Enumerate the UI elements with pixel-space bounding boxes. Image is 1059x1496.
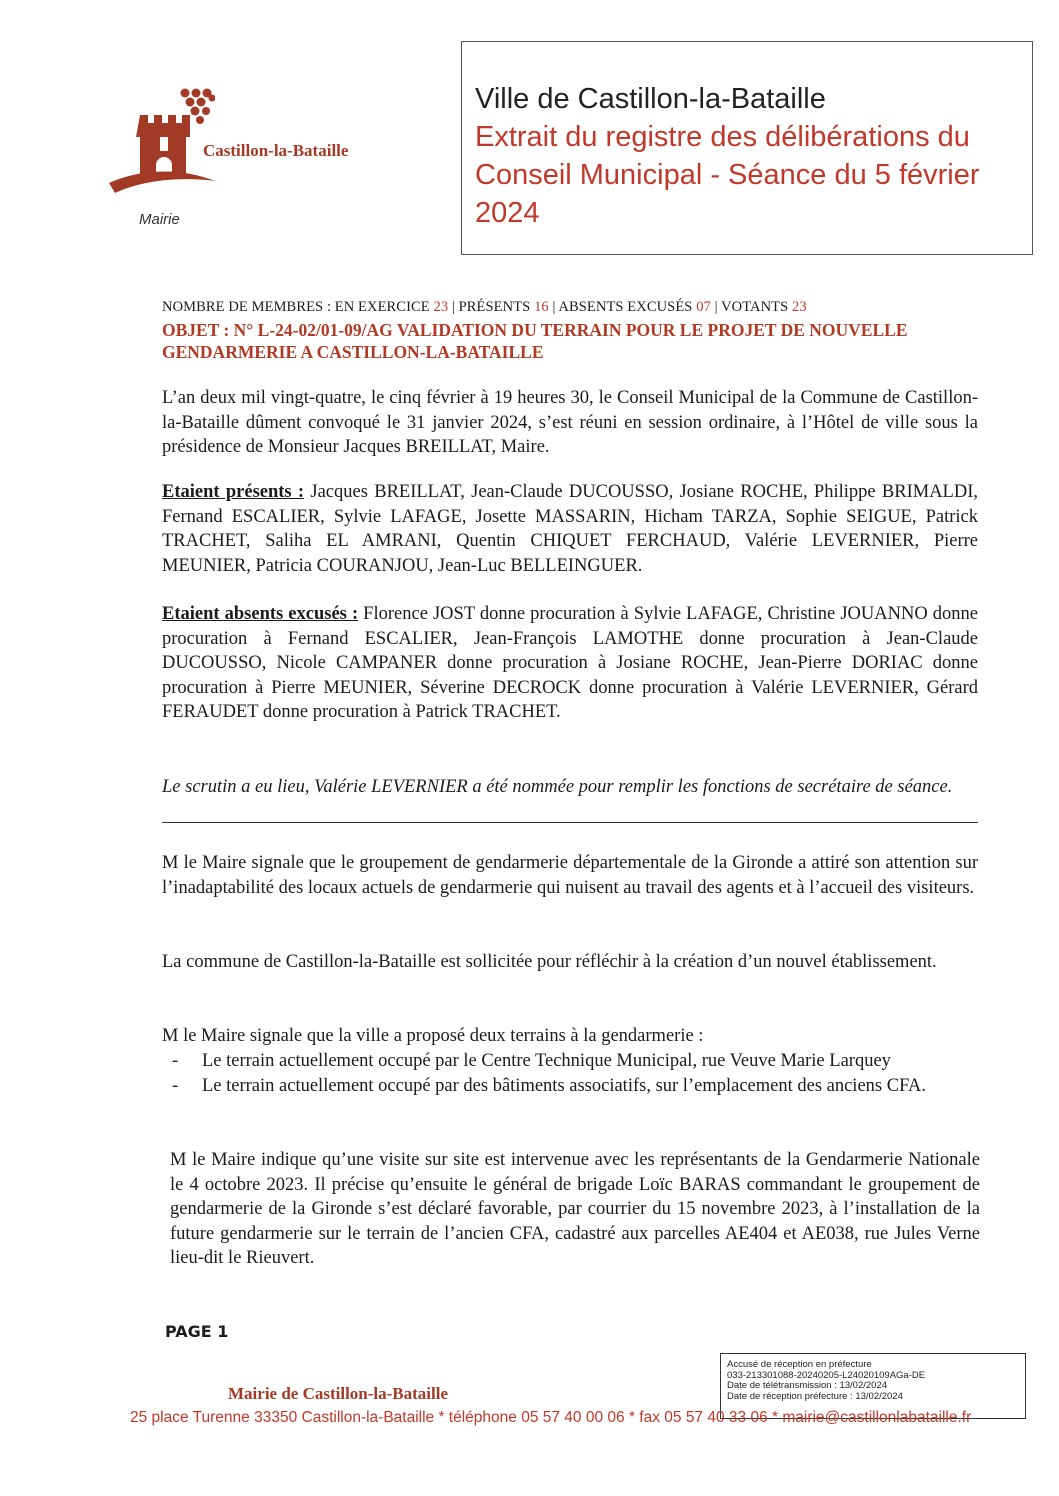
section-divider [162, 822, 978, 823]
presents-paragraph [162, 480, 978, 578]
members-presents: 16 [534, 299, 549, 315]
absents-paragraph [162, 602, 978, 725]
presents-label: Etaient présents : [162, 482, 305, 502]
scrutin-paragraph: Le scrutin a eu lieu, Valérie LEVERNIER a été nommée pour remplir les fonctions de secrétaire de séance. [162, 777, 953, 797]
paragraph-commune-solicited: La commune de Castillon-la-Bataille est sollicitée pour réfléchir à la création d’un nouvel établissement. [162, 952, 937, 972]
logo-text: Castillon-la-Bataille [203, 141, 349, 160]
document-title: Extrait du registre des délibérations du Conseil Municipal - Séance du 5 février 2024 [475, 121, 980, 229]
logo-subtitle: Mairie [139, 211, 180, 228]
members-prefix: NOMBRE DE MEMBRES : EN EXERCICE [162, 299, 434, 315]
stamp-line: Date de télétransmission : 13/02/2024 [727, 1380, 888, 1391]
footer-address: 25 place Turenne 33350 Castillon-la-Bataille * téléphone 05 57 40 00 06 * fax 05 57 40 33 06 * mairie@castillonlabataille.fr [130, 1409, 972, 1426]
intro-paragraph: L’an deux mil vingt-quatre, le cinq février à 19 heures 30, le Conseil Municipal de la Commune de Castillon-la-Bataille dûment convoqué le 31 janvier 2024, s’est réuni en session ordinaire, à l’Hôtel de ville sous la présidence de Monsieur Jacques BREILLAT, Maire. [162, 388, 978, 458]
members-en-exercice: 23 [433, 299, 449, 315]
members-count-line [162, 299, 807, 316]
page-number: PAGE 1 [165, 1322, 229, 1341]
footer-title: Mairie de Castillon-la-Bataille [228, 1384, 449, 1403]
paragraph-terrains-proposed: M le Maire signale que la ville a proposé deux terrains à la gendarmerie : [162, 1026, 704, 1046]
list-item-text: Le terrain actuellement occupé par des bâtiments associatifs, sur l’emplacement des anciens CFA. [202, 1076, 926, 1096]
stamp-line: Date de réception préfecture : 13/02/2024 [727, 1390, 903, 1402]
members-absents-label: | ABSENTS EXCUSÉS [548, 299, 697, 315]
deliberation-subject: OBJET : N° L-24-02/01-09/AG VALIDATION DU TERRAIN POUR LE PROJET DE NOUVELLE GENDARMERIE A CASTILLON-LA-BATAILLE [162, 320, 908, 362]
presents-list: Jacques BREILLAT, Jean-Claude DUCOUSSO, Josiane ROCHE, Philippe BRIMALDI, Fernand ESCALIER, Sylvie LAFAGE, Josette MASSARIN, Hicham TARZA, Sophie SEIGUE, Patrick TRACHET, Saliha EL AMRANI, Quentin CHIQUET FERCHAUD, Valérie LEVERNIER, Pierre MEUNIER, Patricia COURANJOU, Jean-Luc BELLEINGUER. [162, 482, 978, 576]
header-box [461, 41, 1033, 255]
town-logo [105, 85, 425, 235]
city-name: Ville de Castillon-la-Bataille [475, 83, 826, 115]
paragraph-site-visit: M le Maire indique qu’une visite sur site est intervenue avec les représentants de la Gendarmerie Nationale le 4 octobre 2023. Il précise qu’ensuite le général de brigade Loïc BARAS commandant le groupement de gendarmerie de la Gironde s’est déclaré favorable, par courrier du 15 novembre 2023, à l’installation de la future gendarmerie sur le terrain de l’ancien CFA, cadastré aux parcelles AE404 et AE038, rue Jules Verne lieu-dit le Rieuvert. [170, 1150, 980, 1269]
stamp-line: 033-213301088-20240205-L24020109AGa-DE [727, 1369, 926, 1381]
bullet-dash: - [172, 1051, 179, 1071]
members-votants: 23 [792, 299, 807, 315]
bullet-dash: - [172, 1076, 179, 1096]
absents-label: Etaient absents excusés : [162, 604, 359, 624]
members-votants-label: | VOTANTS [710, 299, 793, 315]
list-item-text: Le terrain actuellement occupé par le Centre Technique Municipal, rue Veuve Marie Larquey [202, 1051, 891, 1071]
stamp-line: Accusé de réception en préfecture [727, 1359, 872, 1370]
members-absents: 07 [696, 299, 711, 315]
members-presents-label: | PRÉSENTS [448, 299, 535, 315]
absents-list: Florence JOST donne procuration à Sylvie LAFAGE, Christine JOUANNO donne procuration à Fernand ESCALIER, Jean-François LAMOTHE donne procuration à Jean-Claude DUCOUSSO, Nicole CAMPANER donne procuration à Josiane ROCHE, Jean-Pierre DORIAC donne procuration à Pierre MEUNIER, Séverine DECROCK donne procuration à Valérie LEVERNIER, Gérard FERAUDET donne procuration à Patrick TRACHET. [162, 604, 978, 723]
paragraph-gendarmerie-context: M le Maire signale que le groupement de gendarmerie départementale de la Gironde a attiré son attention sur l’inadaptabilité des locaux actuels de gendarmerie qui nuisent au travail des agents et à l’accueil des visiteurs. [162, 853, 978, 898]
